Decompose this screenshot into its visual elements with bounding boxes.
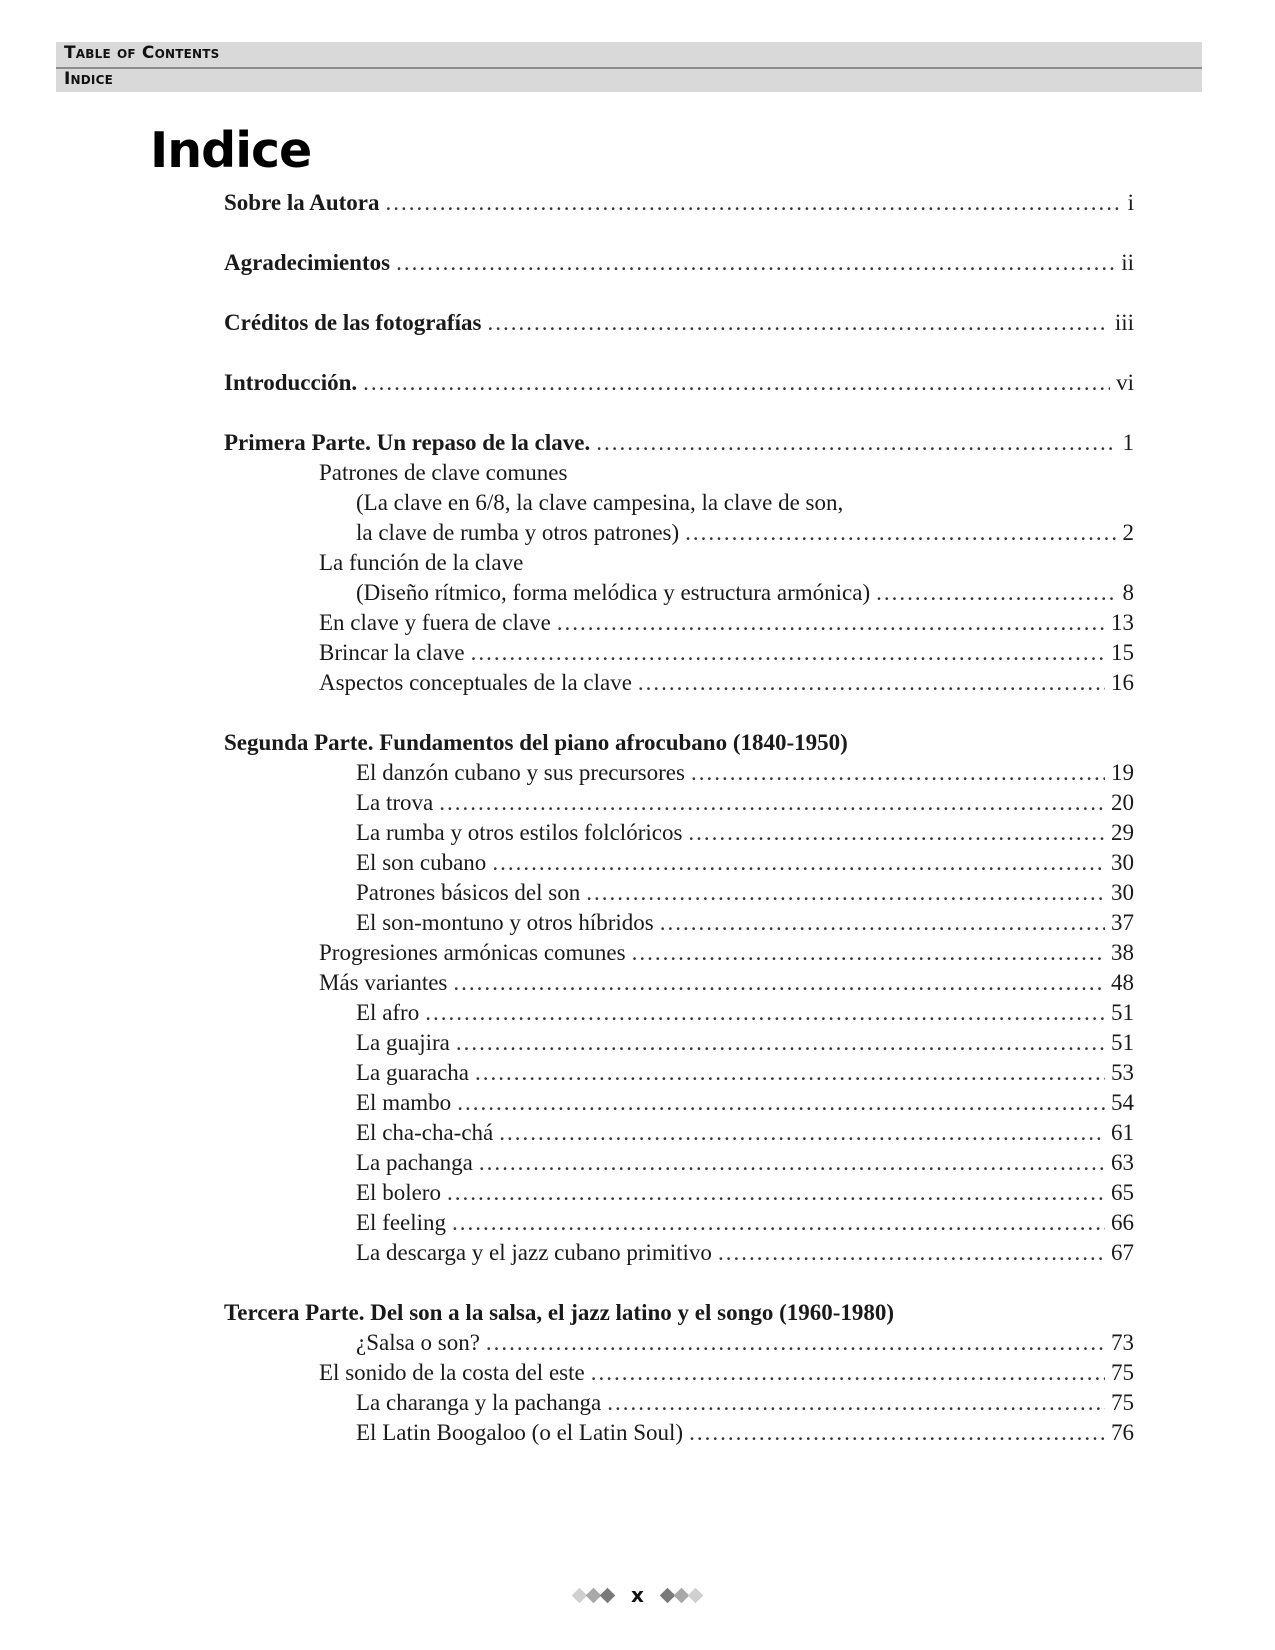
dot-leader	[457, 1088, 1105, 1118]
toc-entry-page: 67	[1111, 1240, 1134, 1265]
toc-entry-label: Introducción.	[224, 370, 358, 395]
dot-leader	[452, 1208, 1105, 1238]
toc-entry[interactable]	[224, 1028, 1134, 1058]
toc-entry[interactable]	[224, 788, 1134, 818]
toc-spacer	[224, 218, 1134, 248]
toc-entry[interactable]	[224, 878, 1134, 908]
toc-entry[interactable]	[224, 728, 1134, 758]
dot-leader	[689, 1418, 1105, 1448]
toc-entry[interactable]	[224, 608, 1134, 638]
dot-leader	[425, 998, 1105, 1028]
toc-entry-page: 65	[1111, 1180, 1134, 1205]
toc-entry-label: En clave y fuera de clave	[319, 610, 551, 635]
toc-entry-page: 66	[1111, 1210, 1134, 1235]
dot-leader	[660, 908, 1105, 938]
toc-entry[interactable]	[224, 548, 1134, 578]
toc-entry-label: (Diseño rítmico, forma melódica y estructura armónica)	[356, 580, 871, 605]
toc-entry-page: 16	[1111, 670, 1134, 695]
toc-entry-page: iii	[1114, 310, 1134, 335]
dot-leader	[486, 1328, 1105, 1358]
toc-entry-page: 2	[1122, 520, 1134, 545]
toc-entry[interactable]	[224, 1388, 1134, 1418]
toc-entry-label: La charanga y la pachanga	[356, 1390, 602, 1415]
toc-entry-label: ¿Salsa o son?	[356, 1330, 480, 1355]
toc-entry-label: Sobre la Autora	[224, 190, 380, 215]
toc-entry-label: Tercera Parte. Del son a la salsa, el jazz latino y el songo (1960-1980)	[224, 1300, 895, 1325]
toc-entry-label: La pachanga	[356, 1150, 473, 1175]
toc-entry-label: Patrones básicos del son	[356, 880, 581, 905]
toc-entry-page: 75	[1111, 1360, 1134, 1385]
toc-spacer	[224, 698, 1134, 728]
toc-entry-label: (La clave en 6/8, la clave campesina, la clave de son,	[356, 490, 844, 515]
toc-entry-label: Primera Parte. Un repaso de la clave.	[224, 430, 591, 455]
dot-leader	[456, 1028, 1105, 1058]
toc-entry-page: ii	[1121, 250, 1134, 275]
toc-entry-label: El sonido de la costa del este	[319, 1360, 585, 1385]
toc-entry-page: 30	[1111, 850, 1134, 875]
dot-leader	[499, 1118, 1105, 1148]
toc-entry[interactable]	[224, 668, 1134, 698]
dot-leader	[471, 638, 1105, 668]
toc-entry-label: Créditos de las fotografías	[224, 310, 482, 335]
dot-leader	[475, 1058, 1105, 1088]
table-of-contents	[224, 188, 1134, 1448]
toc-entry[interactable]	[224, 968, 1134, 998]
dot-leader	[453, 968, 1105, 998]
toc-entry-label: Patrones de clave comunes	[319, 460, 568, 485]
dot-leader	[363, 368, 1110, 398]
toc-entry[interactable]	[224, 758, 1134, 788]
toc-entry[interactable]	[224, 1178, 1134, 1208]
toc-entry-page: 13	[1111, 610, 1134, 635]
dot-leader	[596, 428, 1116, 458]
toc-entry[interactable]	[224, 518, 1134, 548]
toc-entry-page: 8	[1122, 580, 1134, 605]
toc-entry[interactable]	[224, 818, 1134, 848]
toc-entry[interactable]	[224, 998, 1134, 1028]
toc-entry[interactable]	[224, 368, 1134, 398]
toc-entry-label: El danzón cubano y sus precursores	[356, 760, 685, 785]
dot-leader	[586, 878, 1105, 908]
toc-entry-label: El son cubano	[356, 850, 487, 875]
toc-entry-label: Brincar la clave	[319, 640, 465, 665]
toc-entry-label: La rumba y otros estilos folclóricos	[356, 820, 683, 845]
dot-leader	[396, 248, 1115, 278]
toc-entry-page: 48	[1111, 970, 1134, 995]
dot-leader	[718, 1238, 1105, 1268]
header-line-1: Table of Contents	[64, 43, 220, 63]
toc-entry[interactable]	[224, 188, 1134, 218]
header-rule	[56, 67, 1202, 69]
toc-entry-label: La trova	[356, 790, 434, 815]
toc-entry-label: El bolero	[356, 1180, 441, 1205]
toc-entry-page: 29	[1111, 820, 1134, 845]
dot-leader	[447, 1178, 1105, 1208]
toc-entry-page: vi	[1116, 370, 1134, 395]
toc-entry-label: El Latin Boogaloo (o el Latin Soul)	[356, 1420, 684, 1445]
toc-entry-page: i	[1127, 190, 1134, 215]
toc-entry-label: La guaracha	[356, 1060, 470, 1085]
toc-entry-page: 15	[1111, 640, 1134, 665]
toc-entry-label: El afro	[356, 1000, 420, 1025]
toc-entry-page: 73	[1111, 1330, 1134, 1355]
toc-entry-page: 63	[1111, 1150, 1134, 1175]
toc-entry[interactable]	[224, 308, 1134, 338]
dot-leader	[439, 788, 1105, 818]
header-line-2: Indice	[64, 69, 113, 89]
footer-ornament-right	[662, 1590, 701, 1601]
dot-leader	[492, 848, 1105, 878]
toc-entry-page: 51	[1111, 1000, 1134, 1025]
toc-entry[interactable]	[224, 1298, 1134, 1328]
toc-entry-page: 75	[1111, 1390, 1134, 1415]
toc-entry-label: La descarga y el jazz cubano primitivo	[356, 1240, 712, 1265]
toc-entry-page: 61	[1111, 1120, 1134, 1145]
dot-leader	[487, 308, 1108, 338]
toc-entry-page: 19	[1111, 760, 1134, 785]
toc-entry[interactable]	[224, 578, 1134, 608]
toc-spacer	[224, 338, 1134, 368]
dot-leader	[479, 1148, 1105, 1178]
running-header	[56, 42, 1202, 92]
toc-entry[interactable]	[224, 248, 1134, 278]
toc-entry-page: 53	[1111, 1060, 1134, 1085]
page-title: Indice	[150, 122, 312, 179]
dot-leader	[557, 608, 1105, 638]
dot-leader	[876, 578, 1116, 608]
toc-entry[interactable]	[224, 428, 1134, 458]
toc-entry[interactable]	[224, 1358, 1134, 1388]
toc-spacer	[224, 1268, 1134, 1298]
toc-entry-page: 1	[1122, 430, 1134, 455]
toc-entry-page: 54	[1111, 1090, 1134, 1115]
toc-entry-label: Aspectos conceptuales de la clave	[319, 670, 632, 695]
toc-entry[interactable]	[224, 1118, 1134, 1148]
toc-entry[interactable]	[224, 488, 1134, 518]
toc-spacer	[224, 398, 1134, 428]
diamond-icon	[600, 1587, 616, 1603]
page-folio: x	[631, 1583, 644, 1607]
toc-entry[interactable]	[224, 638, 1134, 668]
toc-entry-page: 51	[1111, 1030, 1134, 1055]
dot-leader	[385, 188, 1121, 218]
toc-entry-label: La guajira	[356, 1030, 450, 1055]
toc-entry-label: Segunda Parte. Fundamentos del piano afrocubano (1840-1950)	[224, 730, 848, 755]
dot-leader	[632, 938, 1105, 968]
dot-leader	[685, 518, 1116, 548]
toc-entry[interactable]	[224, 1328, 1134, 1358]
page-footer	[0, 1580, 1275, 1610]
toc-entry-page: 76	[1111, 1420, 1134, 1445]
dot-leader	[591, 1358, 1105, 1388]
toc-entry[interactable]	[224, 1148, 1134, 1178]
dot-leader	[638, 668, 1105, 698]
footer-ornament-left	[574, 1590, 613, 1601]
dot-leader	[691, 758, 1105, 788]
toc-entry-label: la clave de rumba y otros patrones)	[356, 520, 680, 545]
toc-entry[interactable]	[224, 1058, 1134, 1088]
toc-entry-label: El son-montuno y otros híbridos	[356, 910, 654, 935]
toc-entry-label: Agradecimientos	[224, 250, 391, 275]
dot-leader	[688, 818, 1105, 848]
toc-entry-label: Progresiones armónicas comunes	[319, 940, 626, 965]
toc-entry[interactable]	[224, 1088, 1134, 1118]
toc-spacer	[224, 278, 1134, 308]
dot-leader	[607, 1388, 1105, 1418]
toc-entry[interactable]	[224, 1418, 1134, 1448]
toc-entry[interactable]	[224, 938, 1134, 968]
toc-entry[interactable]	[224, 908, 1134, 938]
toc-entry[interactable]	[224, 848, 1134, 878]
toc-entry[interactable]	[224, 1238, 1134, 1268]
toc-entry-page: 30	[1111, 880, 1134, 905]
toc-entry-label: Más variantes	[319, 970, 448, 995]
toc-entry-label: El feeling	[356, 1210, 447, 1235]
toc-entry[interactable]	[224, 1208, 1134, 1238]
toc-entry-page: 38	[1111, 940, 1134, 965]
diamond-icon	[688, 1587, 704, 1603]
toc-entry-label: El cha-cha-chá	[356, 1120, 494, 1145]
toc-entry-label: El mambo	[356, 1090, 452, 1115]
toc-entry-page: 37	[1111, 910, 1134, 935]
toc-entry-label: La función de la clave	[319, 550, 524, 575]
toc-entry-page: 20	[1111, 790, 1134, 815]
toc-entry[interactable]	[224, 458, 1134, 488]
